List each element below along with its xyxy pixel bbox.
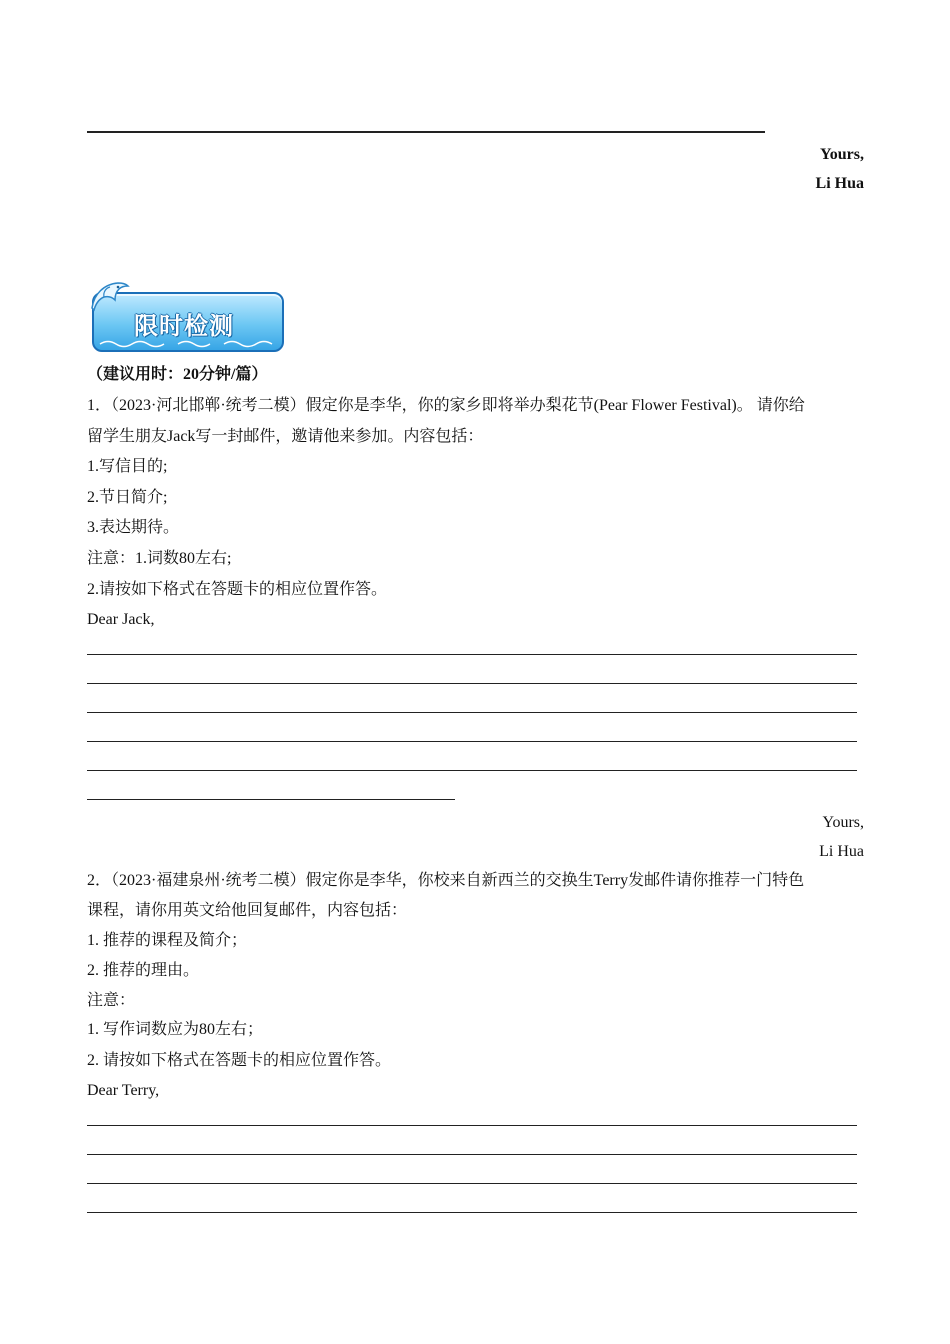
q1-line-4: 2.节日简介; bbox=[87, 489, 168, 506]
dolphin-icon bbox=[88, 278, 130, 318]
q2-line-1: 2．（2023·福建泉州·统考二模）假定你是李华，你校来自新西兰的交换生Terry发邮件请你推荐一门特色 bbox=[87, 872, 805, 889]
q1-closing: Yours, bbox=[822, 814, 864, 831]
wave-decoration bbox=[98, 338, 278, 348]
answer-line bbox=[87, 799, 455, 800]
q1-line-7: 2.请按如下格式在答题卡的相应位置作答。 bbox=[87, 581, 388, 598]
answer-line bbox=[87, 712, 857, 713]
answer-line bbox=[87, 741, 857, 742]
answer-line bbox=[87, 654, 857, 655]
q2-salutation: Dear Terry, bbox=[87, 1082, 160, 1099]
answer-line bbox=[87, 131, 765, 133]
suggested-time: （建议用时：20分钟/篇） bbox=[87, 366, 268, 383]
q2-line-4: 2. 推荐的理由。 bbox=[87, 962, 200, 979]
answer-line bbox=[87, 1125, 857, 1126]
answer-line bbox=[87, 683, 857, 684]
q1-line-3: 1.写信目的; bbox=[87, 458, 168, 475]
signature-text: Li Hua bbox=[815, 175, 864, 192]
q2-line-2: 课程，请你用英文给他回复邮件，内容包括： bbox=[87, 902, 408, 919]
banner-label: 限时检测 bbox=[134, 312, 234, 340]
q2-line-5: 注意： bbox=[87, 992, 136, 1009]
q1-line-1: 1．（2023·河北邯郸·统考二模）假定你是李华，你的家乡即将举办梨花节(Pear Flower Festival)。 请你给 bbox=[87, 397, 805, 414]
answer-line bbox=[87, 1212, 857, 1213]
q2-line-6: 1. 写作词数应为80左右； bbox=[87, 1021, 264, 1038]
answer-line bbox=[87, 770, 857, 771]
answer-line bbox=[87, 1183, 857, 1184]
q1-signature: Li Hua bbox=[819, 843, 864, 860]
q1-salutation: Dear Jack, bbox=[87, 611, 155, 628]
q1-line-6: 注意：1.词数80左右; bbox=[87, 550, 232, 567]
q1-line-5: 3.表达期待。 bbox=[87, 519, 180, 536]
closing-text: Yours, bbox=[819, 146, 864, 163]
q2-line-7: 2. 请按如下格式在答题卡的相应位置作答。 bbox=[87, 1052, 392, 1069]
q1-line-2: 留学生朋友Jack写一封邮件，邀请他来参加。内容包括： bbox=[87, 428, 484, 445]
q2-line-3: 1. 推荐的课程及简介； bbox=[87, 932, 248, 949]
answer-line bbox=[87, 1154, 857, 1155]
